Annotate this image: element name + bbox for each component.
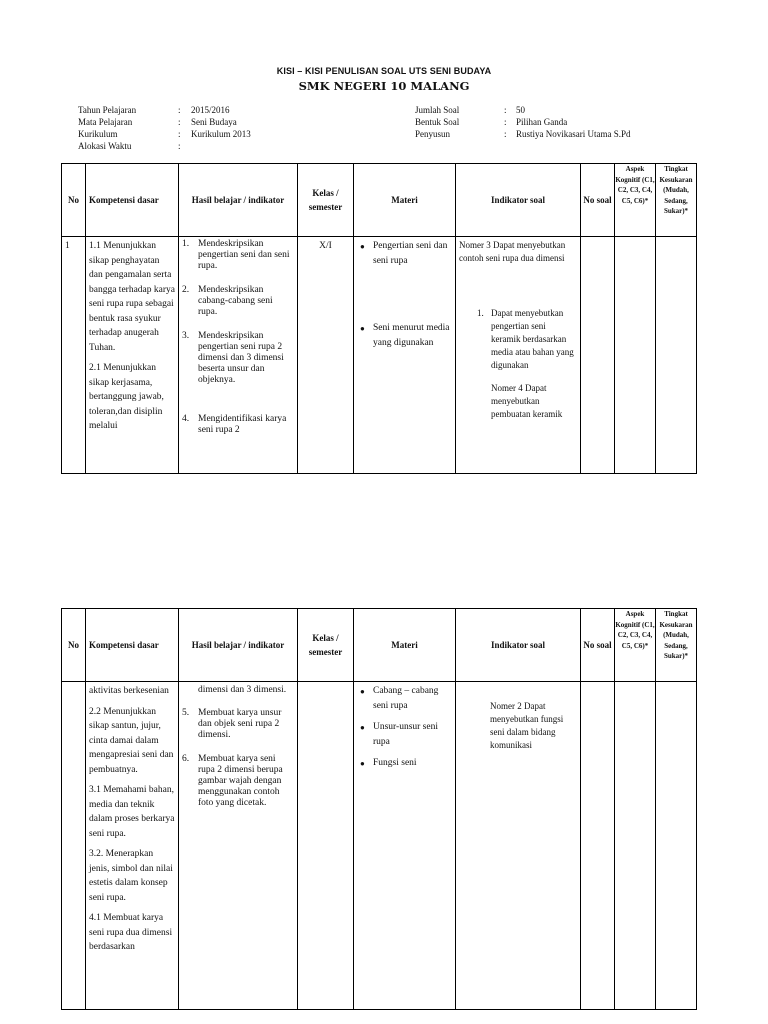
meta-label-tahun: Tahun Pelajaran xyxy=(78,105,137,115)
meta-label-jumlah: Jumlah Soal xyxy=(415,105,460,115)
header-kompetensi: Kompetensi dasar xyxy=(86,609,179,682)
meta-colon: : xyxy=(504,117,507,127)
meta-colon: : xyxy=(504,105,507,115)
table-row xyxy=(62,237,697,474)
meta-colon: : xyxy=(178,129,181,139)
header-no-soal: No soal xyxy=(581,164,615,237)
header-materi: Materi xyxy=(354,609,456,682)
kompetensi-item: 2.2 Menunjukkan sikap santun, jujur, cinta damai dalam mengapresiai seni dan pembuatnya. xyxy=(89,706,174,775)
meta-value-mapel: Seni Budaya xyxy=(191,117,237,127)
meta-label-alokasi: Alokasi Waktu xyxy=(78,141,132,151)
header-aspek: Aspek Kognitif (C1, C2, C3, C4, C5, C6)* xyxy=(615,164,656,237)
indikator-cell: Nomer 2 Dapat menyebutkan fungsi seni dalam bidang komunikasi xyxy=(490,701,564,750)
header-kelas: Kelas / semester xyxy=(298,609,354,682)
indikator-cell xyxy=(456,237,580,423)
meta-label-bentuk: Bentuk Soal xyxy=(415,117,460,127)
materi-item: ● Pengertian seni dan seni rupa xyxy=(360,241,448,266)
materi-item: ● Unsur-unsur seni rupa xyxy=(360,722,438,747)
header-no: No xyxy=(62,609,86,682)
meta-value-kurikulum: Kurikulum 2013 xyxy=(191,129,251,139)
meta-colon: : xyxy=(178,141,181,151)
tingkat-cell xyxy=(656,682,697,1010)
hasil-item: 4. Mengidentifikasi karya seni rupa 2 xyxy=(182,414,287,435)
kompetensi-cell xyxy=(86,237,178,442)
hasil-item: 1. Mendeskripsikan pengertian seni dan seni rupa. xyxy=(182,239,290,271)
kompetensi-item: 3.2. Menerapkan jenis, simbol dan nilai estetis dalam konsep seni rupa. xyxy=(89,849,173,903)
header-materi: Materi xyxy=(354,164,456,237)
no-soal-cell xyxy=(581,682,615,1010)
materi-cell xyxy=(354,237,455,353)
table-header-row xyxy=(62,609,697,682)
materi-item: ● Seni menurut media yang digunakan xyxy=(360,323,450,348)
hasil-cell xyxy=(179,682,297,824)
tingkat-cell xyxy=(656,237,697,474)
kisi-table-page1 xyxy=(61,163,697,474)
meta-value-penyusun: Rustiya Novikasari Utama S.Pd xyxy=(516,129,631,139)
meta-value-bentuk: Pilihan Ganda xyxy=(516,117,568,127)
kelas-cell: X/I xyxy=(319,241,332,251)
document-title: KISI – KISI PENULISAN SOAL UTS SENI BUDAYA xyxy=(276,66,492,76)
meta-label-mapel: Mata Pelajaran xyxy=(78,117,133,127)
header-no: No xyxy=(62,164,86,237)
table-header-row xyxy=(62,164,697,237)
aspek-cell xyxy=(615,682,656,1010)
header-hasil: Hasil belajar / indikator xyxy=(179,164,298,237)
header-tingkat: Tingkat Kesukaran (Mudah, Sedang, Sukar)* xyxy=(656,164,697,237)
kompetensi-item: 4.1 Membuat karya seni rupa dua dimensi berdasarkan xyxy=(89,913,173,952)
hasil-item: 5. Membuat karya unsur dan objek seni rupa 2 dimensi. xyxy=(182,708,282,740)
meta-value-tahun: 2015/2016 xyxy=(191,105,230,115)
meta-colon: : xyxy=(178,117,181,127)
no-soal-cell xyxy=(581,237,615,474)
header-no-soal: No soal xyxy=(581,609,615,682)
meta-label-kurikulum: Kurikulum xyxy=(78,129,118,139)
hasil-cell xyxy=(179,237,297,451)
kompetensi-item: 3.1 Memahami bahan, media dan teknik dalam proses berkarya seni rupa. xyxy=(89,785,175,839)
header-kelas: Kelas / semester xyxy=(298,164,354,237)
materi-cell xyxy=(354,682,455,773)
hasil-item: 3. Mendeskripsikan pengertian seni rupa 2 dimensi dan 3 dimensi beserta unsur dan objeknya. xyxy=(182,331,284,385)
meta-colon: : xyxy=(504,129,507,139)
school-name: SMK NEGERI 10 MALANG xyxy=(298,79,470,93)
header-aspek: Aspek Kognitif (C1, C2, C3, C4, C5, C6)* xyxy=(615,609,656,682)
hasil-item: 6. Membuat karya seni rupa 2 dimensi berupa gambar wajah dengan menggunakan contoh foto yang dicetak. xyxy=(182,754,283,808)
hasil-continued: dimensi dan 3 dimensi. xyxy=(198,685,287,695)
kompetensi-item: aktivitas berkesenian xyxy=(89,686,169,696)
kisi-table-page2 xyxy=(61,608,697,1010)
kompetensi-cell xyxy=(86,682,178,963)
table-row xyxy=(62,682,697,1010)
aspek-cell xyxy=(615,237,656,474)
hasil-item: 2. Mendeskripsikan cabang-cabang seni rupa. xyxy=(182,285,273,317)
kompetensi-item: 1.1 Menunjukkan sikap penghayatan dan pengamalan serta bangga terhadap karya seni rupa rupa sebagai bentuk rasa syukur terhadap anugerah Tuhan. xyxy=(89,241,175,353)
kelas-cell xyxy=(298,682,354,1010)
materi-item: ● Fungsi seni xyxy=(360,758,417,768)
meta-colon: : xyxy=(178,105,181,115)
indikator-text: Nomer 4 Dapat menyebutkan pembuatan keramik xyxy=(491,383,563,419)
meta-label-penyusun: Penyusun xyxy=(415,129,451,139)
header-tingkat: Tingkat Kesukaran (Mudah, Sedang, Sukar)* xyxy=(656,609,697,682)
kompetensi-item: 2.1 Menunjukkan sikap kerjasama, bertanggung jawab, toleran,dan disiplin melalui xyxy=(89,363,164,431)
materi-item: ● Cabang – cabang seni rupa xyxy=(360,686,439,711)
meta-value-jumlah: 50 xyxy=(516,105,525,115)
header-indikator: Indikator soal xyxy=(456,164,581,237)
header-kompetensi: Kompetensi dasar xyxy=(86,164,179,237)
row-number xyxy=(62,682,86,1010)
indikator-text: Nomer 3 Dapat menyebutkan contoh seni rupa dua dimensi xyxy=(459,240,566,263)
header-hasil: Hasil belajar / indikator xyxy=(179,609,298,682)
indikator-list-item: 1. Dapat menyebutkan pengertian seni keramik berdasarkan media atau bahan yang digunakan xyxy=(477,308,574,370)
row-number: 1 xyxy=(65,241,70,251)
header-indikator: Indikator soal xyxy=(456,609,581,682)
